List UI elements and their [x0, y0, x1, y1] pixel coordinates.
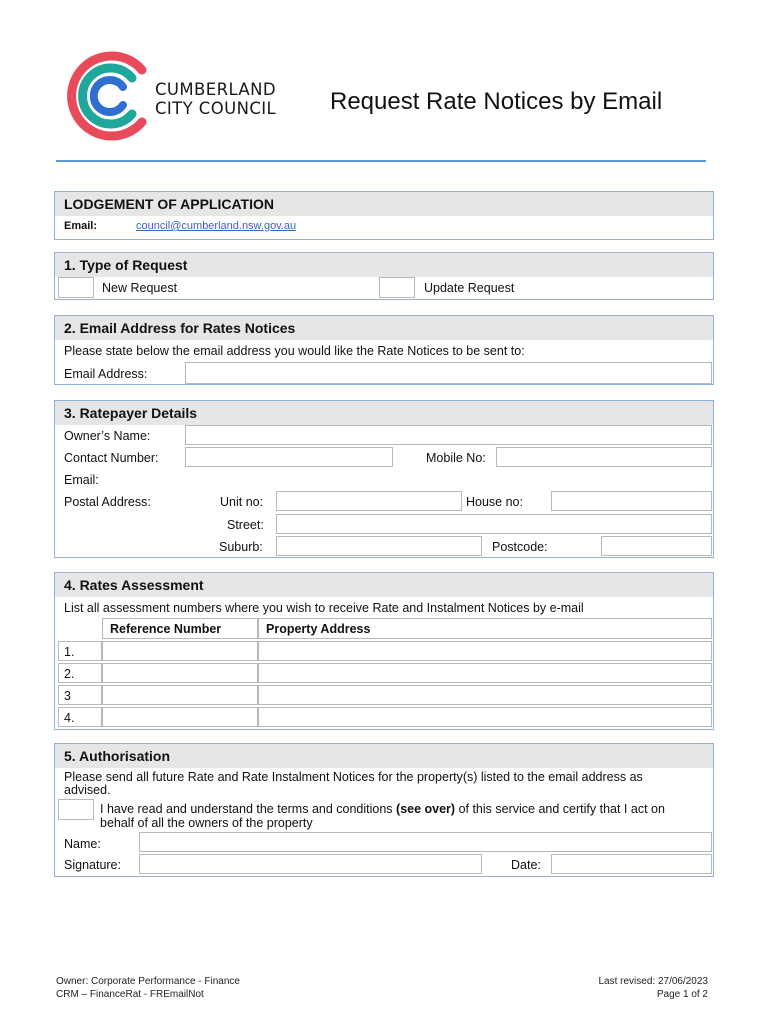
cumberland-logo-icon	[60, 50, 152, 142]
email-address-input[interactable]	[185, 362, 712, 384]
mobile-no-label: Mobile No:	[426, 451, 486, 465]
email-address-instruction: Please state below the email address you would like the Rate Notices to be sent to:	[64, 344, 525, 358]
reference-number-input[interactable]	[102, 707, 258, 727]
property-address-input[interactable]	[258, 641, 712, 661]
reference-number-input[interactable]	[102, 641, 258, 661]
new-request-label: New Request	[102, 281, 178, 295]
owners-name-input[interactable]	[185, 425, 712, 445]
mobile-no-input[interactable]	[496, 447, 712, 467]
email-address-label: Email Address:	[64, 367, 148, 381]
authorisation-name-input[interactable]	[139, 832, 712, 852]
update-request-checkbox[interactable]	[379, 277, 415, 298]
rates-assessment-section	[54, 572, 714, 730]
authorisation-heading: 5. Authorisation	[55, 744, 713, 768]
logo-line2: CITY COUNCIL	[155, 99, 277, 118]
property-address-input[interactable]	[258, 663, 712, 683]
property-address-column-header: Property Address	[266, 622, 371, 636]
footer-last-revised: Last revised: 27/06/2023	[598, 976, 708, 987]
contact-number-label: Contact Number:	[64, 451, 159, 465]
header-divider	[56, 160, 706, 162]
ratepayer-email-label: Email:	[64, 473, 99, 487]
rates-assessment-instruction: List all assessment numbers where you wish to receive Rate and Instalment Notices by e-mail	[64, 601, 584, 615]
lodgement-email-link[interactable]: council@cumberland.nsw.gov.au	[136, 220, 297, 232]
terms-line2: behalf of all the owners of the property	[100, 816, 313, 830]
authorisation-instruction-line2: advised.	[64, 783, 111, 797]
reference-number-input[interactable]	[102, 663, 258, 683]
signature-label: Signature:	[64, 858, 121, 872]
ratepayer-details-section	[54, 400, 714, 558]
property-address-input[interactable]	[258, 685, 712, 705]
email-address-heading: 2. Email Address for Rates Notices	[55, 316, 713, 340]
date-label: Date:	[511, 858, 541, 872]
signature-input[interactable]	[139, 854, 482, 874]
rates-assessment-heading: 4. Rates Assessment	[55, 573, 713, 597]
row-number: 3	[64, 689, 71, 703]
update-request-label: Update Request	[424, 281, 515, 295]
page-title: Request Rate Notices by Email	[330, 88, 663, 115]
authorisation-section	[54, 743, 714, 877]
street-label: Street:	[227, 518, 264, 532]
email-address-section	[54, 315, 714, 385]
terms-text-pre: I have read and understand the terms and conditions	[100, 802, 397, 816]
type-of-request-heading: 1. Type of Request	[55, 253, 713, 277]
terms-agree-checkbox[interactable]	[58, 799, 94, 820]
terms-line1	[100, 802, 665, 816]
postcode-input[interactable]	[601, 536, 712, 556]
reference-number-input[interactable]	[102, 685, 258, 705]
terms-text-post: of this service and certify that I act on	[455, 802, 665, 816]
unit-no-input[interactable]	[276, 491, 462, 511]
ratepayer-heading: 3. Ratepayer Details	[55, 401, 713, 425]
type-of-request-section	[54, 252, 714, 300]
lodgement-email-label: Email:	[64, 220, 98, 232]
authorisation-name-label: Name:	[64, 837, 101, 851]
footer-crm: CRM – FinanceRat - FREmailNot	[56, 989, 204, 1000]
property-address-input[interactable]	[258, 707, 712, 727]
cumberland-logo	[60, 50, 300, 142]
date-input[interactable]	[551, 854, 712, 874]
suburb-label: Suburb:	[219, 540, 263, 554]
row-number: 2.	[64, 667, 75, 681]
lodgement-section	[54, 191, 714, 240]
postal-address-label: Postal Address:	[64, 495, 151, 509]
see-over-link: (see over)	[396, 802, 456, 816]
postcode-label: Postcode:	[492, 540, 548, 554]
footer-right	[598, 975, 708, 1001]
house-no-input[interactable]	[551, 491, 712, 511]
owners-name-label: Owner’s Name:	[64, 429, 151, 443]
new-request-checkbox[interactable]	[58, 277, 94, 298]
footer-page-number: Page 1 of 2	[656, 989, 708, 1000]
lodgement-heading: LODGEMENT OF APPLICATION	[55, 192, 713, 216]
contact-number-input[interactable]	[185, 447, 393, 467]
suburb-input[interactable]	[276, 536, 482, 556]
footer-owner: Owner: Corporate Performance - Finance	[56, 976, 240, 987]
house-no-label: House no:	[466, 495, 523, 509]
authorisation-instruction-line1: Please send all future Rate and Rate Instalment Notices for the property(s) listed to the email address as	[64, 770, 643, 784]
reference-number-column-header: Reference Number	[110, 622, 222, 636]
unit-no-label: Unit no:	[220, 495, 264, 509]
street-input[interactable]	[276, 514, 712, 534]
row-number: 1.	[64, 645, 75, 659]
logo-line1: CUMBERLAND	[155, 80, 276, 99]
row-number: 4.	[64, 711, 75, 725]
footer-left	[56, 975, 240, 1001]
